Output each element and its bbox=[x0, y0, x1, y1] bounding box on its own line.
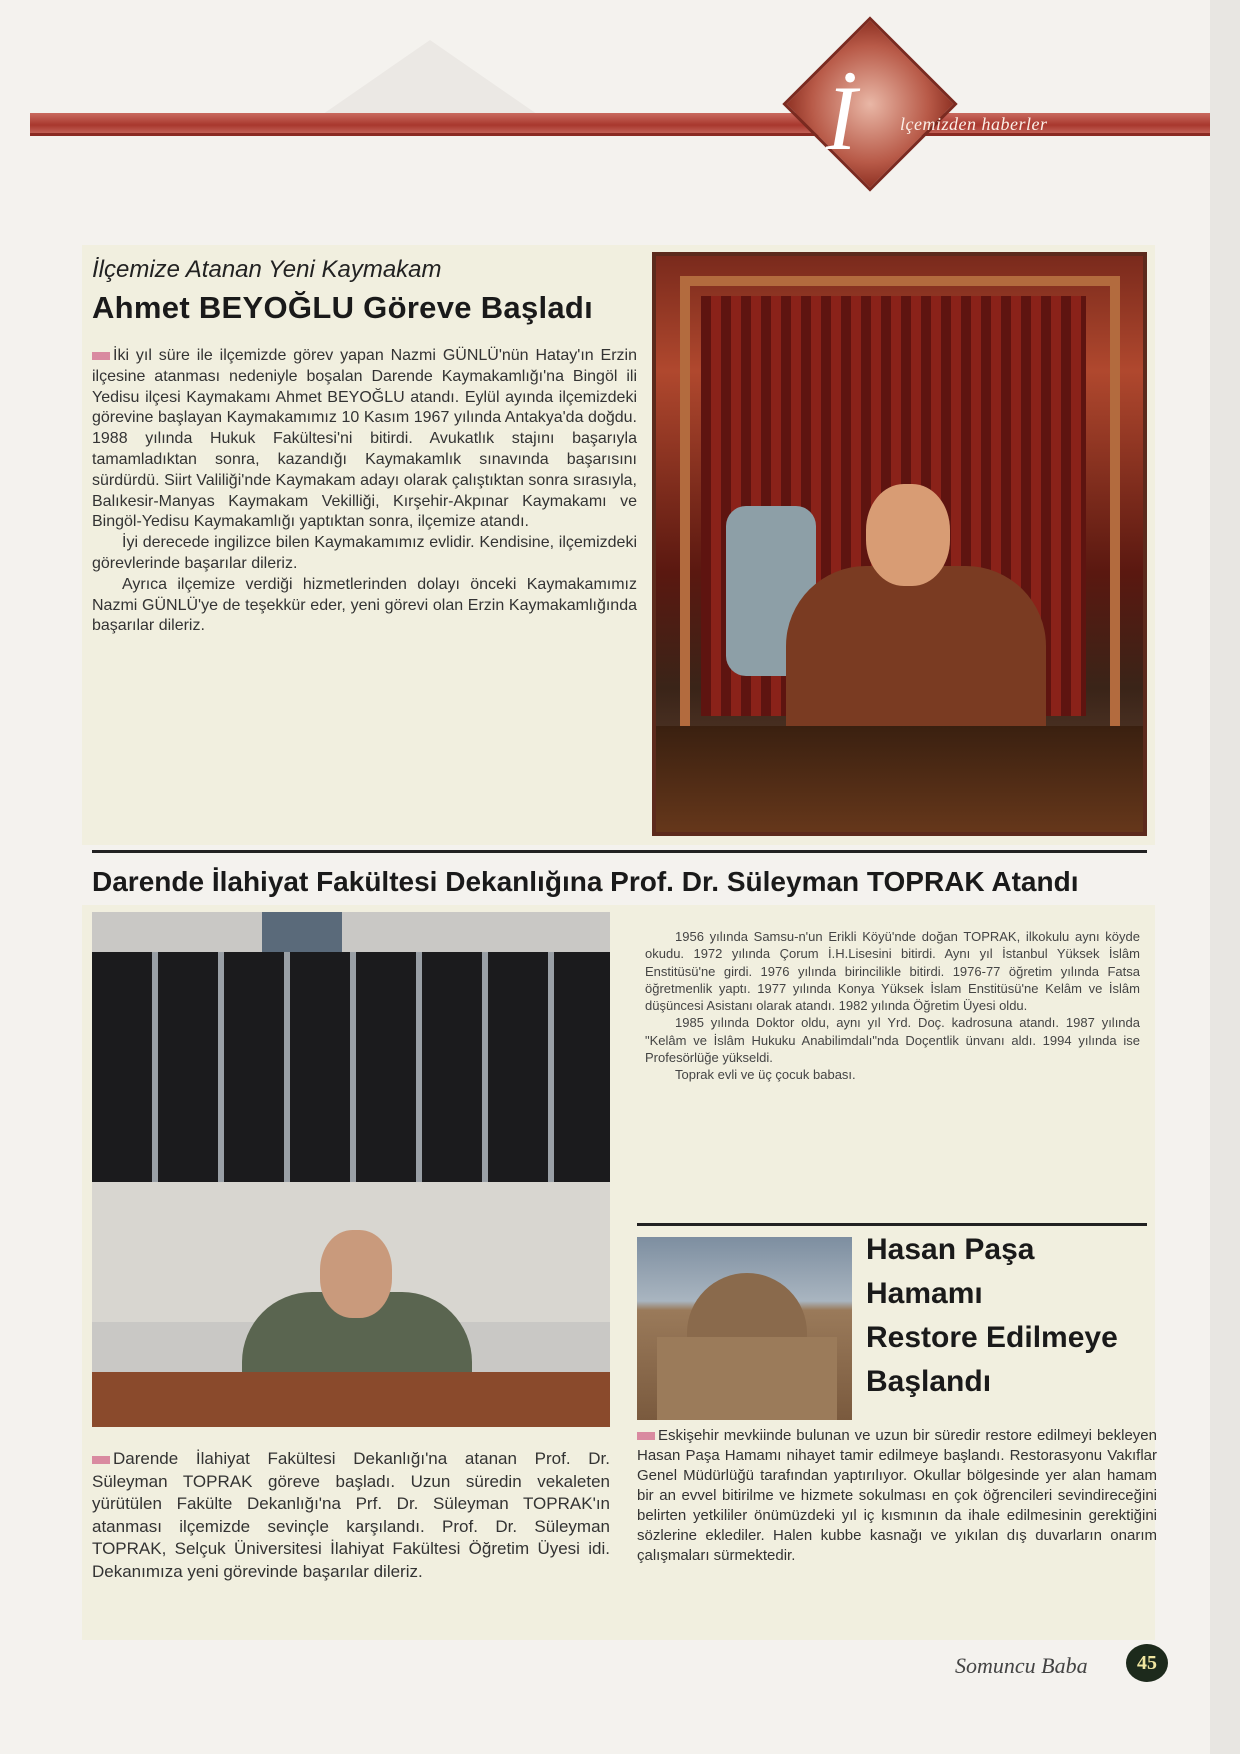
photo-desk bbox=[656, 726, 1147, 836]
headline-line: Hamamı bbox=[866, 1277, 983, 1310]
photo-wall bbox=[657, 1337, 837, 1420]
bullet-marker bbox=[637, 1432, 655, 1440]
article3-headline bbox=[866, 1228, 1118, 1404]
article2-bio bbox=[645, 928, 1140, 1084]
section-title: lçemizden haberler bbox=[900, 114, 1048, 134]
article2-headline: Darende İlahiyat Fakültesi Dekanlığına Prof. Dr. Süleyman TOPRAK Atandı bbox=[92, 866, 1079, 897]
bio-paragraph: Toprak evli ve üç çocuk babası. bbox=[675, 1067, 856, 1083]
photo-vent bbox=[262, 912, 342, 952]
section-rule bbox=[92, 850, 1147, 853]
article1-headline: Ahmet BEYOĞLU Göreve Başladı bbox=[92, 290, 594, 325]
article1-body bbox=[92, 346, 637, 637]
article1-paragraph: İki yıl süre ile ilçemizde görev yapan Nazmi GÜNLÜ'nün Hatay'ın Erzin ilçesine atanması nedeniyle boşalan Darende Kaymakamlığı'na Bingöl ili Yedisu ilçesi Kaymakamı Ahmet BEYOĞLU atandı. Eylül ayında ilçemizdeki görevine başlayan Kaymakamımız 10 Kasım 1967 yılında Antakya'da doğdu. 1988 yılında Hukuk Fakültesi'ni bitirdi. Avukatlık stajını başarıyla tamamladıktan sonra, kazandığı Kaymakamlık sınavında başarısını sürdürdü. Siirt Valiliği'nde Kaymakam adayı olarak çalıştıktan sonra sırasıyla, Balıkesir-Manyas Kaymakam Vekilliği, Kırşehir-Akpınar Kaymakamı ve Bingöl-Yedisu Kaymakamlığı yaptıktan sonra, ilçemize atandı. bbox=[92, 347, 637, 531]
article1-kicker: İlçemize Atanan Yeni Kaymakam bbox=[92, 256, 442, 283]
article3-body bbox=[637, 1426, 1157, 1566]
article2-text: Darende İlahiyat Fakültesi Dekanlığı'na atanan Prof. Dr. Süleyman TOPRAK göreve başladı. Uzun süredin vekaleten yürütülen Fakülte Dekanlığı'na Prf. Dr. Süleyman TOPRAK'ın atanması ilçemizde sevinçle karşılandı. Prof. Dr. Süleyman TOPRAK, Selçuk Üniversitesi İlahiyat Fakültesi Öğretim Üyesi idi. Dekanımıza yeni görevinde başarılar dileriz. bbox=[92, 1449, 610, 1581]
kaymakam-photo bbox=[652, 252, 1147, 836]
photo-desk bbox=[92, 1372, 610, 1427]
bio-paragraph: 1956 yılında Samsu-n'un Erikli Köyü'nde doğan TOPRAK, ilkokulu aynı köyde okudu. 1972 yılında Çorum İ.H.Lisesini bitirdi. Aynı yıl İstanbul Yüksek İslâm Enstitüsü'ne girdi. 1976 yılında birincilikle bitirdi. 1976-77 öğretim yılında Fatsa öğretmenlik yaptı. 1977 yılında Konya Yüksek İslam Enstitüsü'ne Kelâm ve İslâm düşüncesi Asistanı olarak atandı. 1982 yılında Öğretim Üyesi oldu. bbox=[645, 929, 1140, 1014]
dekan-photo bbox=[92, 912, 610, 1427]
headline-line: Hasan Paşa bbox=[866, 1233, 1035, 1266]
headline-line: Restore Edilmeye bbox=[866, 1321, 1118, 1354]
hamam-photo bbox=[637, 1237, 852, 1420]
page-edge bbox=[1210, 0, 1240, 1754]
photo-head bbox=[320, 1230, 392, 1318]
photo-head bbox=[866, 484, 950, 586]
article1-paragraph: Ayrıca ilçemize verdiği hizmetlerinden dolayı önceki Kaymakamımız Nazmi GÜNLÜ'ye de teşekkür eder, yeni görevi olan Erzin Kaymakamlığında başarılar dileriz. bbox=[92, 575, 637, 635]
headline-line: Başlandı bbox=[866, 1365, 992, 1398]
section-emblem bbox=[782, 16, 957, 191]
article3-rule bbox=[637, 1223, 1147, 1226]
photo-window bbox=[92, 952, 610, 1182]
bullet-marker bbox=[92, 352, 110, 360]
article2-body bbox=[92, 1448, 610, 1583]
bullet-marker bbox=[92, 1456, 110, 1464]
article1-paragraph: İyi derecede ingilizce bilen Kaymakamımız evlidir. Kendisine, ilçemizdeki görevlerinde başarılar dileriz. bbox=[92, 534, 637, 572]
article3-text: Eskişehir mevkiinde bulunan ve uzun bir süredir restore edilmeyi bekleyen Hasan Paşa Hamamı nihayet tamir edilmeye başlandı. Restorasyonu Vakıflar Genel Müdürlüğü tarafından yaptırılıyor. Okullar bölgesinde yer alan hamam bir an evvel bitirilme ve hizmete sokulması en çok öğrencileri sevindireceğini belirten yetkililer önümüzdeki yıl iç kısmının da ihale edilmesinin gerektiğini sözlerine eklediler. Halen kubbe kasnağı ve yıkılan dış duvarların onarım çalışmaları sürmektedir. bbox=[637, 1427, 1157, 1564]
bio-paragraph: 1985 yılında Doktor oldu, aynı yıl Yrd. Doç. kadrosuna atandı. 1987 yılında "Kelâm ve İslâm Hukuku Anabilimdalı"nda Doçentlik ünvanı aldı. 1994 yılında ise Profesörlüğe yükseldi. bbox=[645, 1015, 1140, 1066]
page-number: 45 bbox=[1126, 1644, 1168, 1682]
section-initial: İ bbox=[826, 67, 857, 169]
magazine-name: Somuncu Baba bbox=[955, 1653, 1088, 1678]
